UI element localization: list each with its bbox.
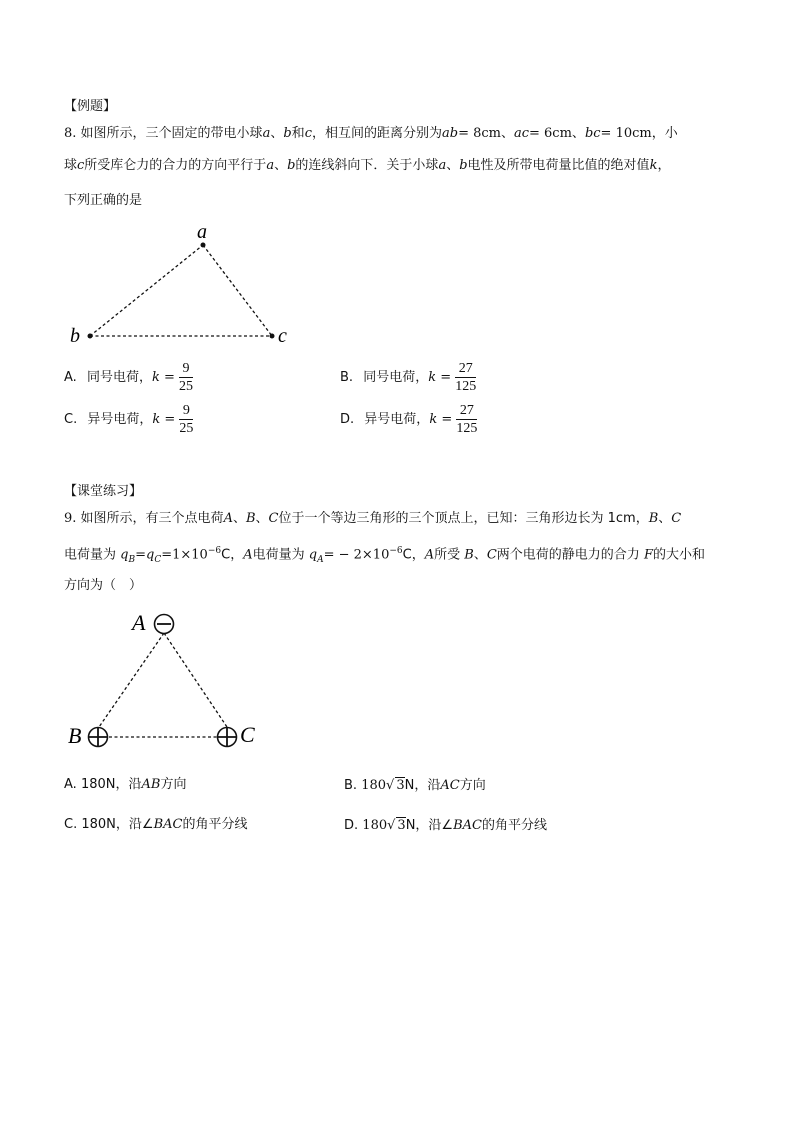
option-8-d[interactable]: D. 异号电荷，k = $\frac{27}{125}$ bbox=[340, 403, 478, 436]
section-title-practice: 【课堂练习】 bbox=[64, 484, 143, 499]
question-8-line-2: 球c所受库仑力的合力的方向平行于a、b的连线斜向下．关于小球a、b电性及所带电荷量比值的绝对值k， bbox=[64, 158, 671, 173]
option-9-c[interactable]: C. 180N，沿∠BAC的角平分线 bbox=[64, 817, 248, 832]
option-8-b[interactable]: B. 同号电荷，k = $\frac{27}{125}$ bbox=[340, 361, 477, 394]
label-B: B bbox=[68, 723, 82, 748]
side-AC bbox=[164, 633, 227, 727]
fraction: $\frac{27}{125}$ bbox=[455, 361, 477, 394]
section-title-example: 【例题】 bbox=[64, 99, 117, 114]
triangle-charges-figure bbox=[60, 605, 280, 755]
label-c: c bbox=[278, 325, 287, 347]
positive-charge-icon bbox=[89, 728, 108, 747]
point-b bbox=[88, 334, 93, 339]
option-9-d[interactable]: D. 180√ 3N，沿∠BAC的角平分线 bbox=[344, 818, 547, 833]
label-A: A bbox=[132, 610, 146, 635]
question-8-line-3: 下列正确的是 bbox=[64, 193, 143, 208]
label-C: C bbox=[240, 722, 255, 747]
question-9-line-1: 9. 如图所示，有三个点电荷A、B、C位于一个等边三角形的三个顶点上，已知：三角形边长为 1cm，B、C bbox=[64, 511, 682, 526]
label-a: a bbox=[197, 221, 207, 243]
question-8-line-1: 8. 如图所示，三个固定的带电小球a、b和c，相互间的距离分别为ab= 8cm、ac= 6cm、bc= 10cm，小 bbox=[64, 126, 678, 141]
option-9-b[interactable]: B. 180√ 3N，沿AC方向 bbox=[344, 778, 486, 793]
option-8-c[interactable]: C. 异号电荷，k = $\frac{9}{25}$ bbox=[64, 403, 194, 436]
positive-charge-icon bbox=[218, 728, 237, 747]
triangle-abc-figure bbox=[60, 218, 300, 350]
side-ab bbox=[90, 245, 203, 336]
fraction: $\frac{27}{125}$ bbox=[456, 403, 478, 436]
point-c bbox=[270, 334, 275, 339]
side-AB bbox=[99, 633, 164, 727]
option-8-a[interactable]: A. 同号电荷，k = $\frac{9}{25}$ bbox=[64, 361, 193, 394]
negative-charge-icon bbox=[155, 615, 174, 634]
question-9-line-3: 方向为（ ） bbox=[64, 578, 143, 593]
side-ac bbox=[203, 245, 272, 336]
question-9-line-2: 电荷量为 $q_B=q_C=1\times 10^{-6}C$，A电荷量为 $q_A= - 2\times 10^{-6}C$，A所受 B、C两个电荷的静电力的合力 F的大小和 bbox=[64, 546, 705, 565]
fraction: $\frac{9}{25}$ bbox=[179, 403, 194, 436]
point-a bbox=[201, 243, 206, 248]
option-9-a[interactable]: A. 180N，沿AB方向 bbox=[64, 777, 187, 792]
label-b: b bbox=[70, 325, 80, 347]
fraction: $\frac{9}{25}$ bbox=[179, 361, 193, 394]
